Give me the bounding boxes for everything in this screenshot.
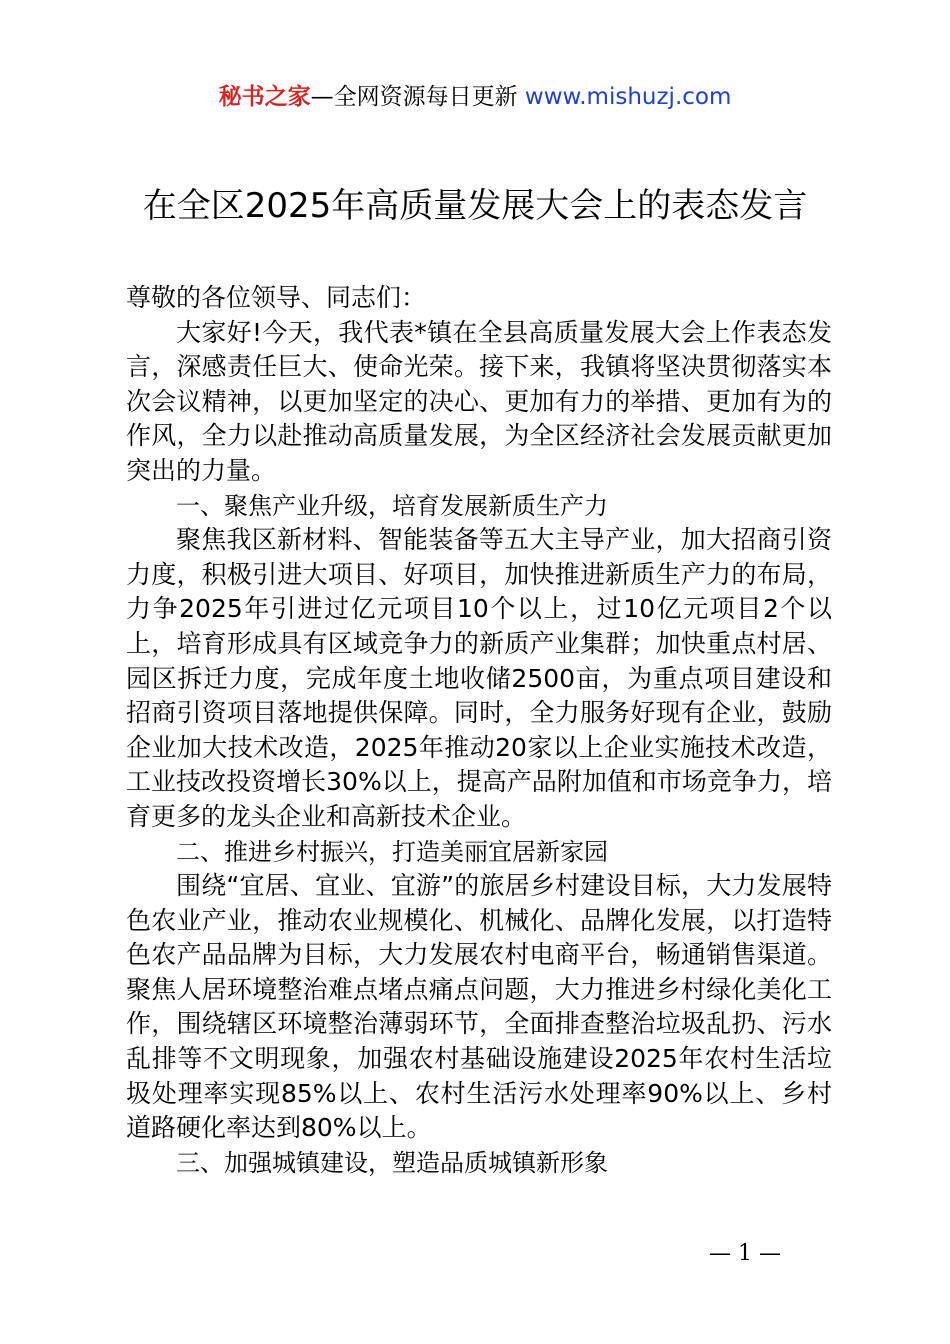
- document-body: [126, 281, 832, 1180]
- paragraph-section-2: 围绕“宜居、宜业、宜游”的旅居乡村建设目标，大力发展特色农业产业，推动农业规模化、机械化、品牌化发展，以打造特色农产品品牌为目标，大力发展农村电商平台，畅通销售渠道。聚焦人居环境整治难点堵点痛点问题，大力推进乡村绿化美化工作，围绕辖区环境整治薄弱环节，全面排查整治垃圾乱扔、污水乱排等不文明现象，加强农村基础设施建设2025年农村生活垃圾处理率实现85%以上、农村生活污水处理率90%以上、乡村道路硬化率达到80%以上。: [126, 871, 832, 1143]
- section-heading-3: 三、加强城镇建设，塑造品质城镇新形象: [176, 1148, 608, 1177]
- banner-url-link[interactable]: www.mishuzj.com: [524, 84, 732, 110]
- banner-brand: 秘书之家: [218, 84, 311, 110]
- salutation: 尊敬的各位领导、同志们：: [126, 283, 427, 312]
- site-banner: [0, 82, 950, 112]
- page-number: — 1 —: [709, 1241, 781, 1266]
- banner-tagline: —全网资源每日更新: [310, 84, 525, 110]
- section-heading-1: 一、聚焦产业升级，培育发展新质生产力: [176, 491, 608, 520]
- document-title: 在全区2025年高质量发展大会上的表态发言: [142, 186, 808, 226]
- paragraph-section-1: 聚焦我区新材料、智能装备等五大主导产业，加大招商引资力度，积极引进大项目、好项目，加快推进新质生产力的布局，力争2025年引进过亿元项目10个以上，过10亿元项目2个以上，培育形成具有区域竞争力的新质产业集群；加快重点村居、园区拆迁力度，完成年度土地收储2500亩，为重点项目建设和招商引资项目落地提供保障。同时，全力服务好现有企业，鼓励企业加大技术改造，2025年推动20家以上企业实施技术改造，工业技改投资增长30%以上，提高产品附加值和市场竞争力，培育更多的龙头企业和高新技术企业。: [126, 525, 832, 831]
- section-heading-2: 二、推进乡村振兴，打造美丽宜居新家园: [176, 837, 608, 866]
- paragraph-opening: 大家好!今天，我代表*镇在全县高质量发展大会上作表态发言，深感责任巨大、使命光荣。接下来，我镇将坚决贯彻落实本次会议精神，以更加坚定的决心、更加有力的举措、更加有为的作风，全力以赴推动高质量发展，为全区经济社会发展贡献更加突出的力量。: [126, 317, 832, 485]
